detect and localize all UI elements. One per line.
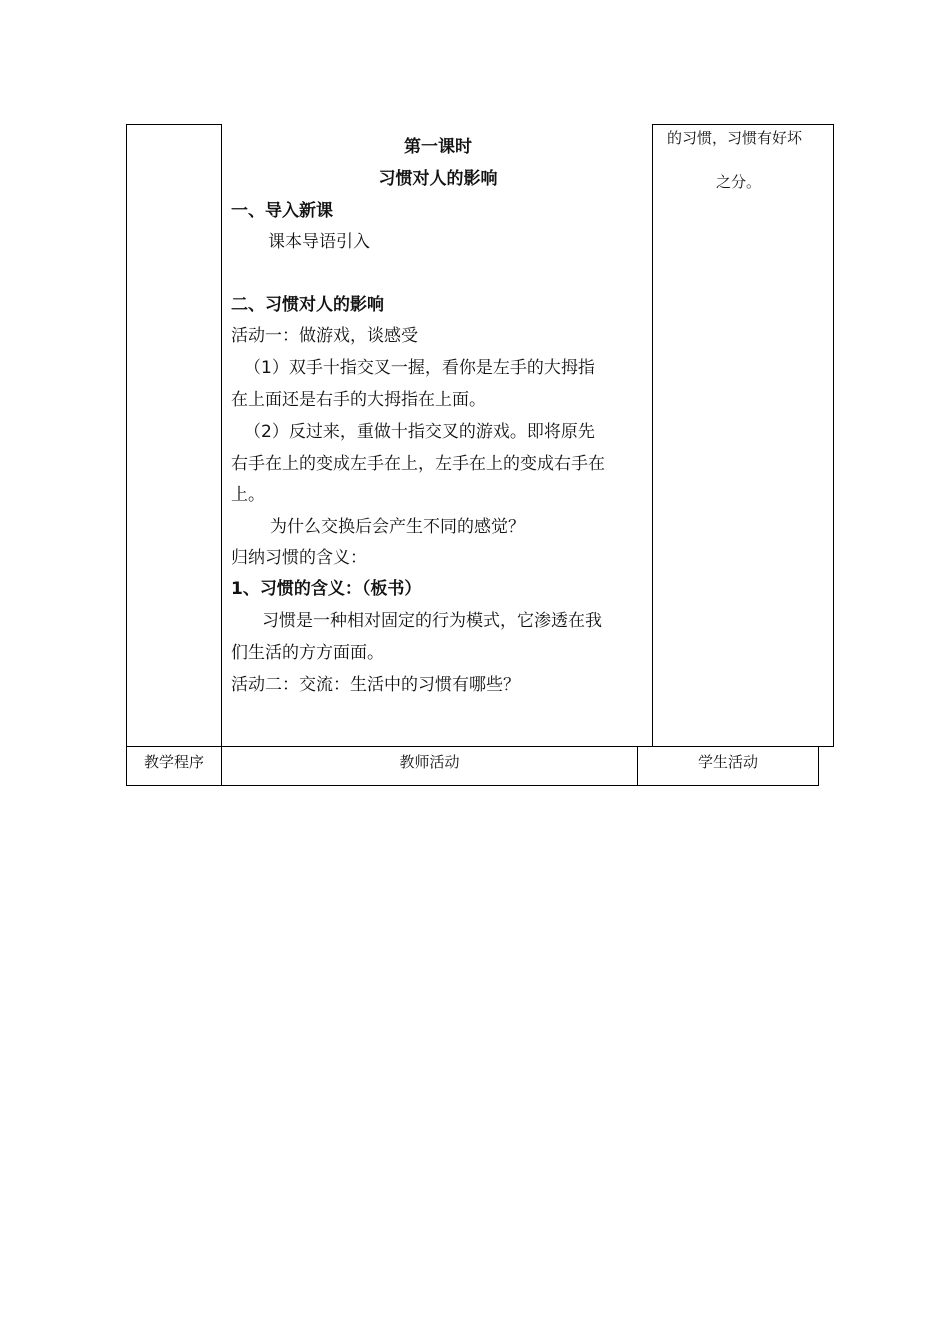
header-teacher-activity: 教师活动 — [399, 753, 460, 771]
step-two-line-1: （2）反过来，重做十指交叉的游戏。即将原先 — [244, 422, 595, 442]
reflection-question: 为什么交换后会产生不同的感觉？ — [270, 517, 525, 537]
table-top-border-right — [652, 124, 834, 125]
step-two-line-3: 上。 — [231, 485, 265, 505]
section-two-heading: 二、习惯对人的影响 — [231, 295, 384, 315]
step-one-line-1: （1）双手十指交叉一握，看你是左手的大拇指 — [244, 358, 595, 378]
definition-line-1: 习惯是一种相对固定的行为模式，它渗透在我 — [262, 611, 602, 631]
lesson-subtitle: 习惯对人的影响 — [378, 169, 498, 189]
table-right-border-lower — [818, 746, 819, 786]
step-two-line-2: 右手在上的变成左手在上，左手在上的变成右手在 — [231, 454, 605, 474]
definition-line-2: 们生活的方方面面。 — [231, 643, 384, 663]
activity-one-title: 活动一：做游戏，谈感受 — [231, 326, 418, 346]
lesson-title: 第一课时 — [404, 137, 472, 157]
table-top-border-left — [126, 124, 222, 125]
column-divider-1 — [221, 124, 222, 786]
header-student-activity: 学生活动 — [697, 753, 758, 771]
table-bottom-border — [126, 785, 819, 786]
table-right-border-upper — [833, 124, 834, 747]
section-one-heading: 一、导入新课 — [231, 201, 333, 221]
section-one-text: 课本导语引入 — [268, 232, 370, 252]
header-teaching-procedure: 教学程序 — [143, 753, 204, 771]
activity-two-title: 活动二：交流：生活中的习惯有哪些？ — [231, 675, 520, 695]
row-divider — [126, 746, 834, 747]
table-left-border — [126, 124, 127, 786]
column-divider-2-upper — [652, 124, 653, 747]
definition-heading: 1、习惯的含义：（板书） — [231, 579, 422, 599]
student-note-line-2: 之分。 — [716, 173, 762, 191]
step-one-line-2: 在上面还是右手的大拇指在上面。 — [231, 390, 486, 410]
summary-intro: 归纳习惯的含义： — [231, 548, 367, 568]
student-note-line-1: 的习惯，习惯有好坏 — [667, 129, 803, 147]
